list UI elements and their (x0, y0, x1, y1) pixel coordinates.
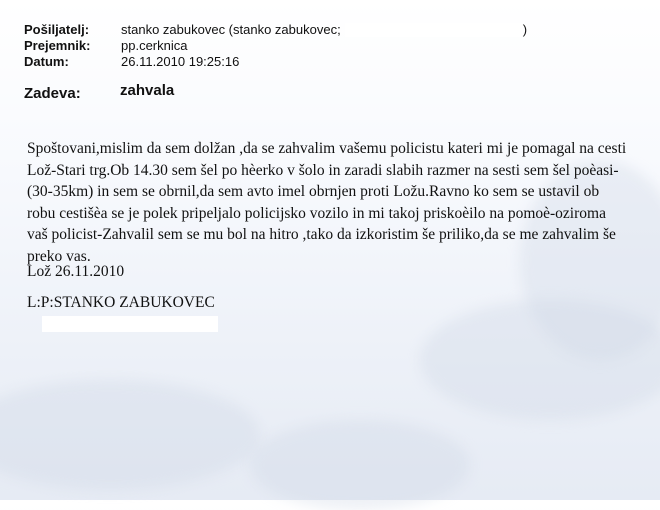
redacted-signature-contact (42, 316, 218, 332)
letter-body (27, 138, 627, 267)
sender-label: Pošiljatelj: (24, 22, 90, 37)
sender-close-paren: ) (522, 22, 528, 37)
letter-paragraph: Spoštovani,mislim da sem dolžan ,da se zahvalim vašemu policistu kateri mi je pomagal na cesti Lož-Stari trg.Ob 14.30 sem šel po hèerko v šolo in zaradi slabih razmer na sesti sem šel poèasi-(30-35km) in sem se obrnil,da sem avto imel obrnjen proti Ložu.Ravno ko sem se ustavil ob robu cestišèa se je polek pripeljalo policijsko vozilo in mi takoj priskoèilo na pomoè-oziroma vaš policist-Zahvalil sem se mu bol na hitro ,tako da izkoristim še priliko,da se me zahvalim še preko vas. (27, 140, 627, 265)
date-label: Datum: (24, 54, 69, 69)
recipient-row (24, 38, 644, 54)
subject-label: Zadeva: (24, 85, 81, 102)
redacted-email (345, 23, 523, 37)
date-value: 26.11.2010 19:25:16 (121, 54, 240, 69)
place-date: Lož 26.11.2010 (27, 263, 125, 280)
date-row (24, 54, 644, 70)
sender-row (24, 22, 644, 38)
signature: L:P:STANKO ZABUKOVEC (27, 294, 215, 311)
sender-value-group (121, 22, 527, 38)
email-header (24, 22, 644, 70)
recipient-label: Prejemnik: (24, 38, 91, 53)
recipient-value: pp.cerknica (121, 38, 188, 53)
sender-value: stanko zabukovec (stanko zabukovec; (121, 22, 341, 37)
subject-value: zahvala (120, 82, 175, 99)
subject-line (24, 84, 174, 104)
